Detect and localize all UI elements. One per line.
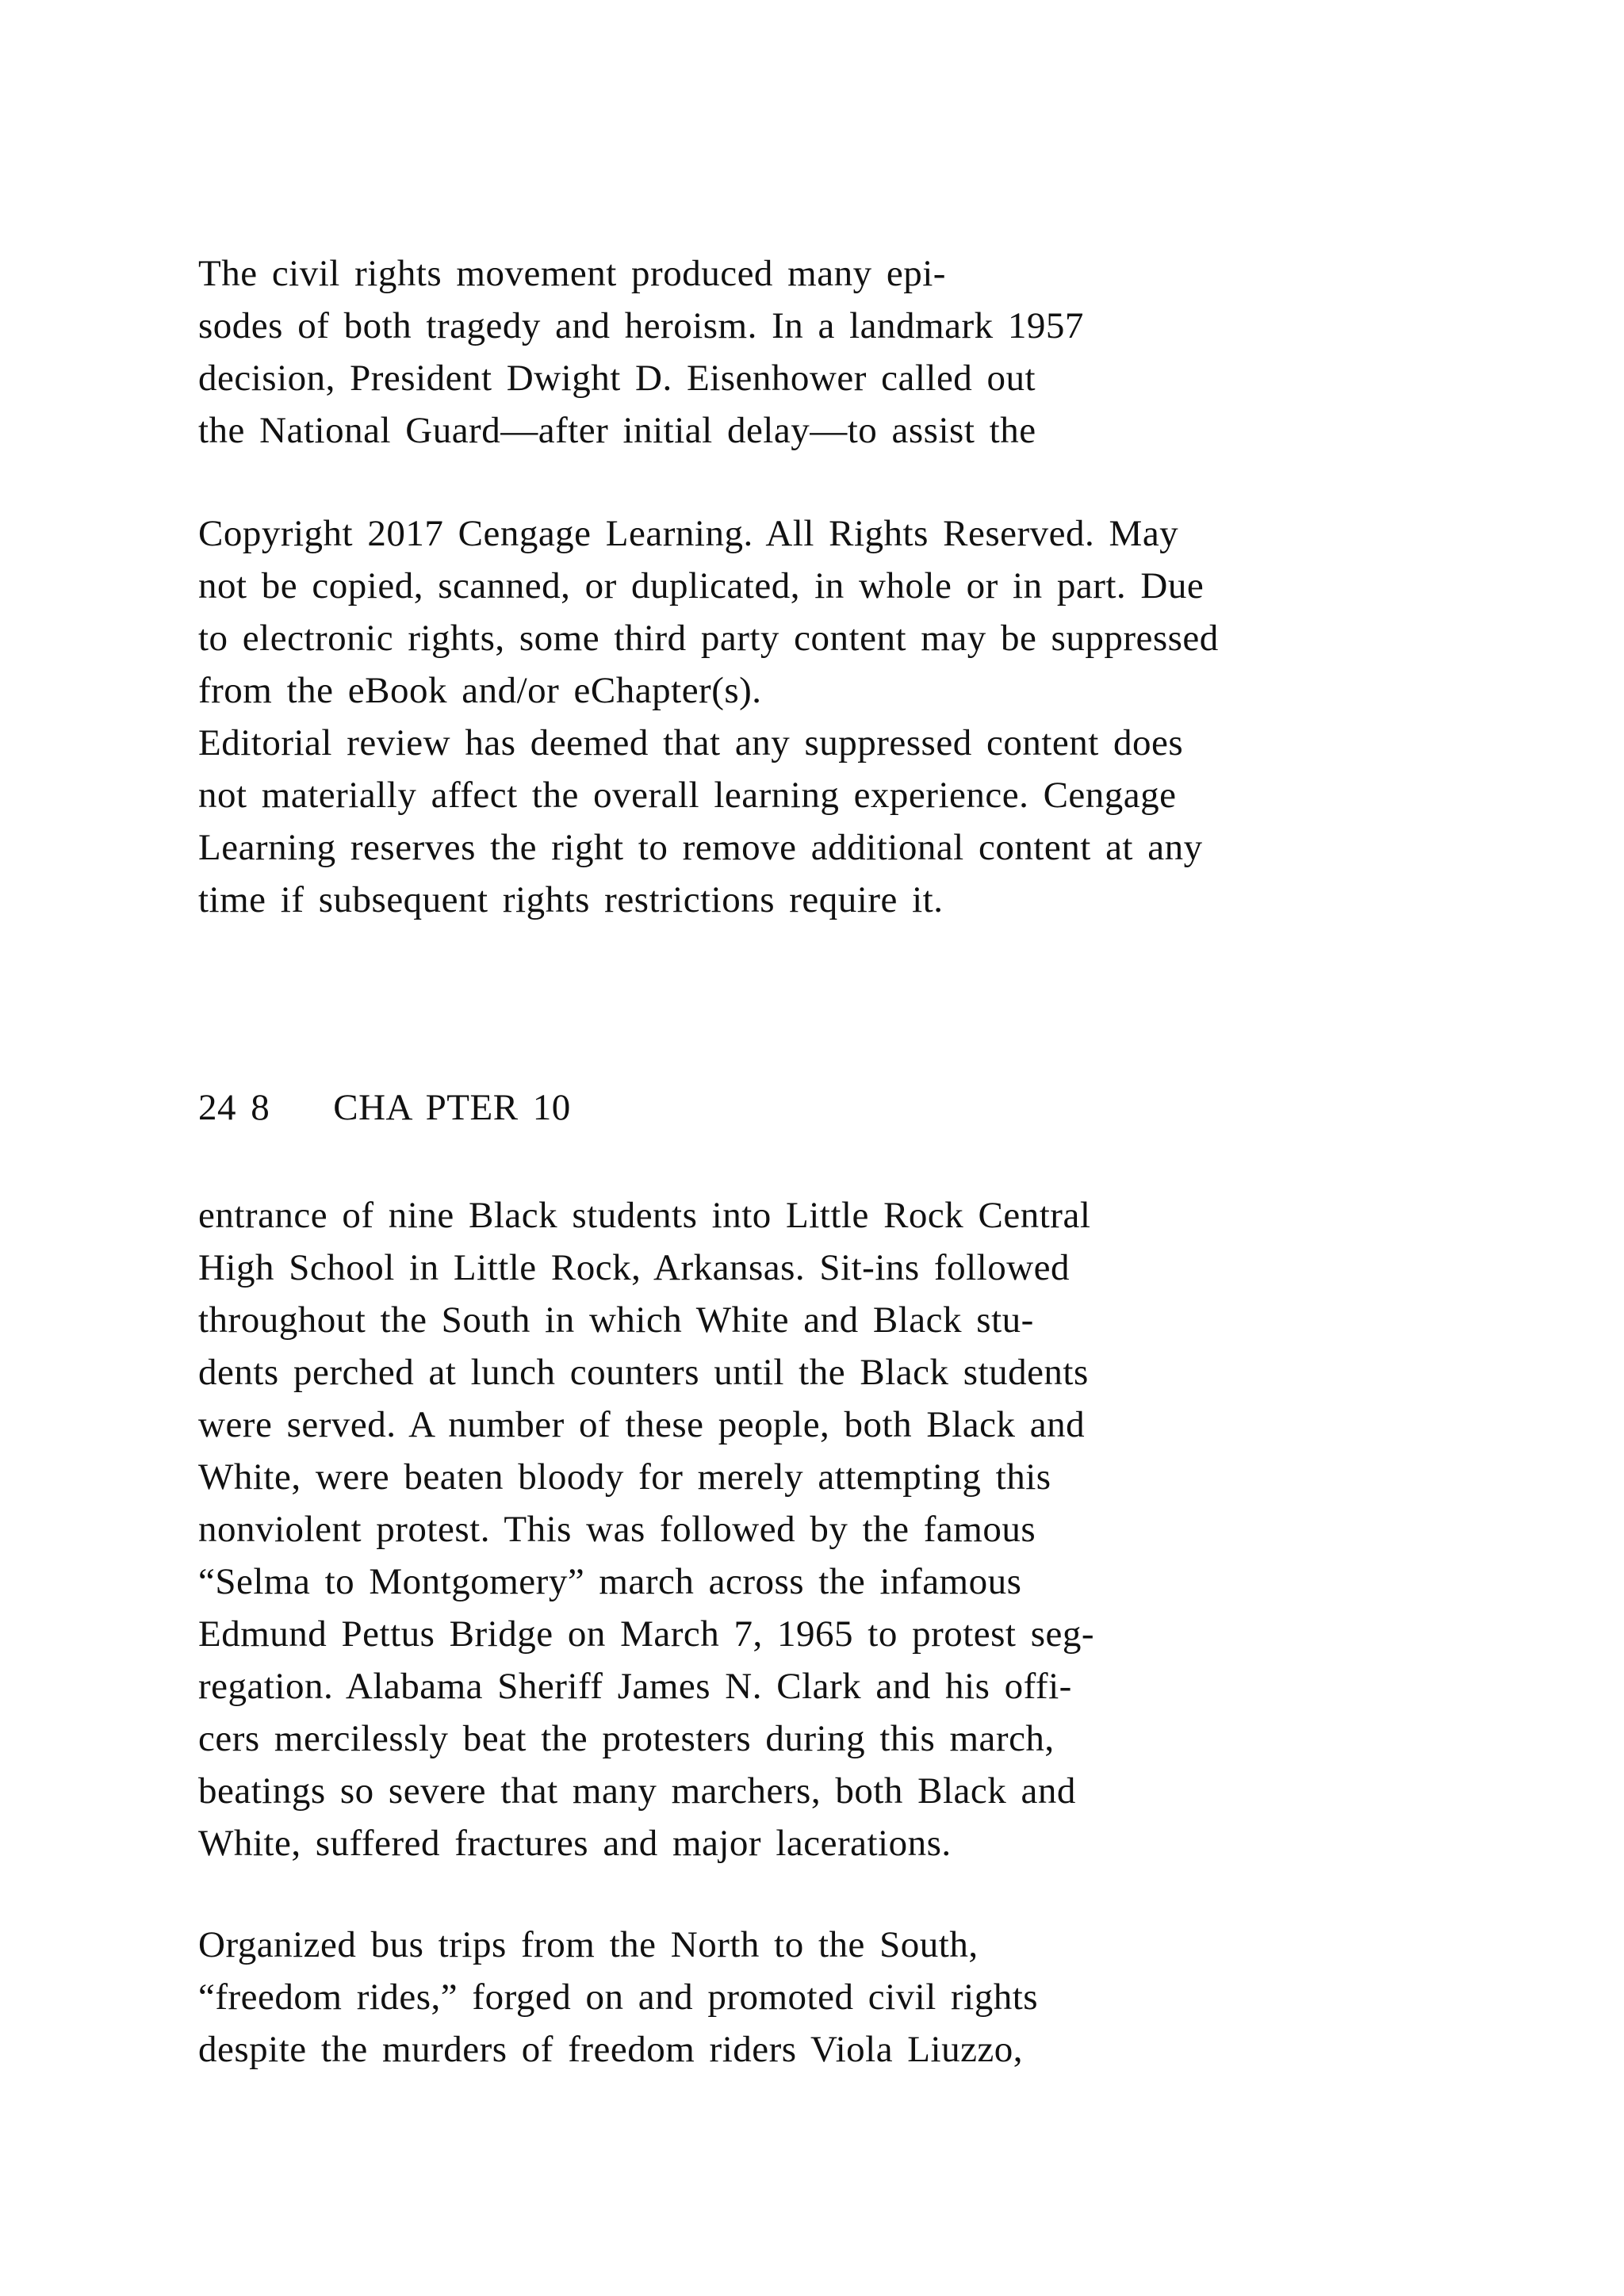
paragraph-freedom-rides <box>198 1919 1562 2076</box>
text-line: not materially affect the overall learning experience. Cengage <box>198 775 1177 816</box>
text-line: the National Guard—after initial delay—to assist the <box>198 410 1036 451</box>
text-line: Copyright 2017 Cengage Learning. All Rights Reserved. May <box>198 513 1179 554</box>
text-line: despite the murders of freedom riders Viola Liuzzo, <box>198 2029 1024 2070</box>
text-line: throughout the South in which White and Black stu- <box>198 1299 1034 1341</box>
text-line: Editorial review has deemed that any suppressed content does <box>198 722 1184 763</box>
text-line: nonviolent protest. This was followed by the famous <box>198 1509 1036 1550</box>
text-line: “Selma to Montgomery” march across the infamous <box>198 1561 1022 1602</box>
text-line: Organized bus trips from the North to the South, <box>198 1924 979 1965</box>
text-line: White, were beaten bloody for merely attempting this <box>198 1456 1051 1498</box>
text-line: “freedom rides,” forged on and promoted civil rights <box>198 1976 1039 2018</box>
text-line: to electronic rights, some third party content may be suppressed <box>198 618 1219 659</box>
text-line: Learning reserves the right to remove additional content at any <box>198 827 1203 868</box>
text-line: entrance of nine Black students into Little Rock Central <box>198 1195 1091 1236</box>
paragraph-little-rock-selma <box>198 1189 1562 1869</box>
text-line: from the eBook and/or eChapter(s). <box>198 670 762 711</box>
text-line: sodes of both tragedy and heroism. In a landmark 1957 <box>198 305 1084 346</box>
text-line: Edmund Pettus Bridge on March 7, 1965 to protest seg- <box>198 1613 1095 1655</box>
text-line: decision, President Dwight D. Eisenhower called out <box>198 358 1036 399</box>
text-line: time if subsequent rights restrictions require it. <box>198 879 944 920</box>
text-line: not be copied, scanned, or duplicated, in whole or in part. Due <box>198 565 1205 607</box>
text-line: beatings so severe that many marchers, both Black and <box>198 1770 1076 1812</box>
chapter-label: CHA PTER 10 <box>333 1087 571 1128</box>
text-line: High School in Little Rock, Arkansas. Sit-ins followed <box>198 1247 1071 1288</box>
text-line: The civil rights movement produced many epi- <box>198 253 946 294</box>
text-line: were served. A number of these people, both Black and <box>198 1404 1086 1445</box>
text-line: White, suffered fractures and major lacerations. <box>198 1823 952 1864</box>
running-header <box>198 1081 1562 1134</box>
text-line: regation. Alabama Sheriff James N. Clark and his offi- <box>198 1666 1072 1707</box>
paragraph-civil-rights-intro <box>198 247 1562 457</box>
header-line <box>198 1081 1562 1134</box>
page-number: 24 8 <box>198 1087 270 1128</box>
text-line: dents perched at lunch counters until the Black students <box>198 1352 1089 1393</box>
copyright-notice <box>198 507 1562 926</box>
text-line: cers mercilessly beat the protesters during this march, <box>198 1718 1055 1759</box>
